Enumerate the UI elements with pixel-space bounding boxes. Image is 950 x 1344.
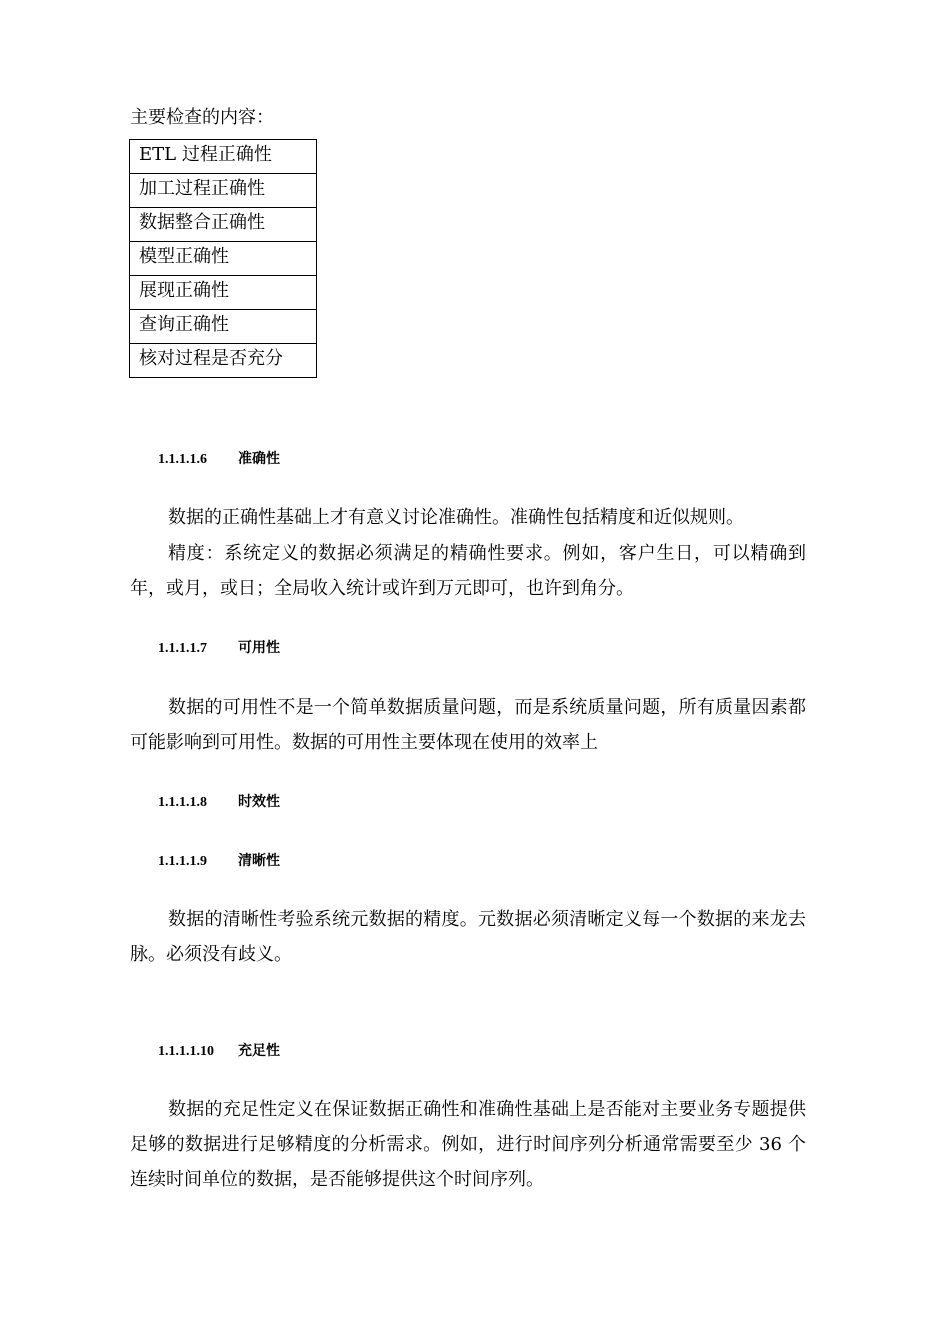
section-number: 1.1.1.1.6 — [158, 452, 207, 467]
table-cell — [130, 344, 317, 378]
table-cell — [130, 310, 317, 344]
cell-text: 查询正确性 — [139, 314, 229, 335]
intro-text: 主要检查的内容： — [130, 107, 274, 128]
accuracy-paragraph-1: 数据的正确性基础上才有意义讨论准确性。准确性包括精度和近似规则。 — [168, 507, 744, 528]
section-number: 1.1.1.1.8 — [158, 795, 207, 810]
usability-paragraph: 数据的可用性不是一个简单数据质量问题，而是系统质量问题，所有质量因素都可能影响到可用性。数据的可用性主要体现在使用的效率上 — [130, 697, 806, 753]
cell-text: 加工过程正确性 — [139, 178, 265, 199]
table-cell — [130, 242, 317, 276]
table-cell — [130, 276, 317, 310]
table-row — [130, 208, 317, 242]
section-number: 1.1.1.1.10 — [158, 1044, 214, 1059]
cell-text: 模型正确性 — [139, 246, 229, 267]
table-row — [130, 276, 317, 310]
section-number: 1.1.1.1.9 — [158, 854, 207, 869]
cell-text: 数据整合正确性 — [139, 212, 265, 233]
accuracy-paragraph-2: 精度：系统定义的数据必须满足的精确性要求。例如，客户生日，可以精确到年，或月，或日；全局收入统计或许到万元即可，也许到角分。 — [130, 543, 806, 599]
check-items-table — [129, 139, 317, 378]
table-cell — [130, 174, 317, 208]
table-row — [130, 174, 317, 208]
section-number: 1.1.1.1.7 — [158, 641, 207, 656]
section-heading-clarity — [158, 851, 280, 872]
table-cell — [130, 208, 317, 242]
section-title: 充足性 — [238, 1043, 280, 1059]
section-title: 清晰性 — [238, 853, 280, 869]
cell-text: 展现正确性 — [139, 280, 229, 301]
table-row — [130, 140, 317, 174]
section-heading-sufficiency — [158, 1041, 280, 1062]
table-row — [130, 242, 317, 276]
table-row — [130, 344, 317, 378]
cell-text: ETL 过程正确性 — [139, 144, 272, 165]
table-cell — [130, 140, 317, 174]
cell-text: 核对过程是否充分 — [139, 348, 283, 369]
section-title: 准确性 — [238, 451, 280, 467]
section-heading-usability — [158, 638, 280, 659]
section-heading-accuracy — [158, 449, 280, 470]
table-row — [130, 310, 317, 344]
sufficiency-paragraph: 数据的充足性定义在保证数据正确性和准确性基础上是否能对主要业务专题提供足够的数据进行足够精度的分析需求。例如，进行时间序列分析通常需要至少 36 个连续时间单位的数据，是否能够提供这个时间序列。 — [130, 1099, 806, 1190]
clarity-paragraph: 数据的清晰性考验系统元数据的精度。元数据必须清晰定义每一个数据的来龙去脉。必须没有歧义。 — [130, 909, 806, 965]
section-title: 时效性 — [238, 794, 280, 810]
section-title: 可用性 — [238, 640, 280, 656]
section-heading-timeliness — [158, 792, 280, 813]
